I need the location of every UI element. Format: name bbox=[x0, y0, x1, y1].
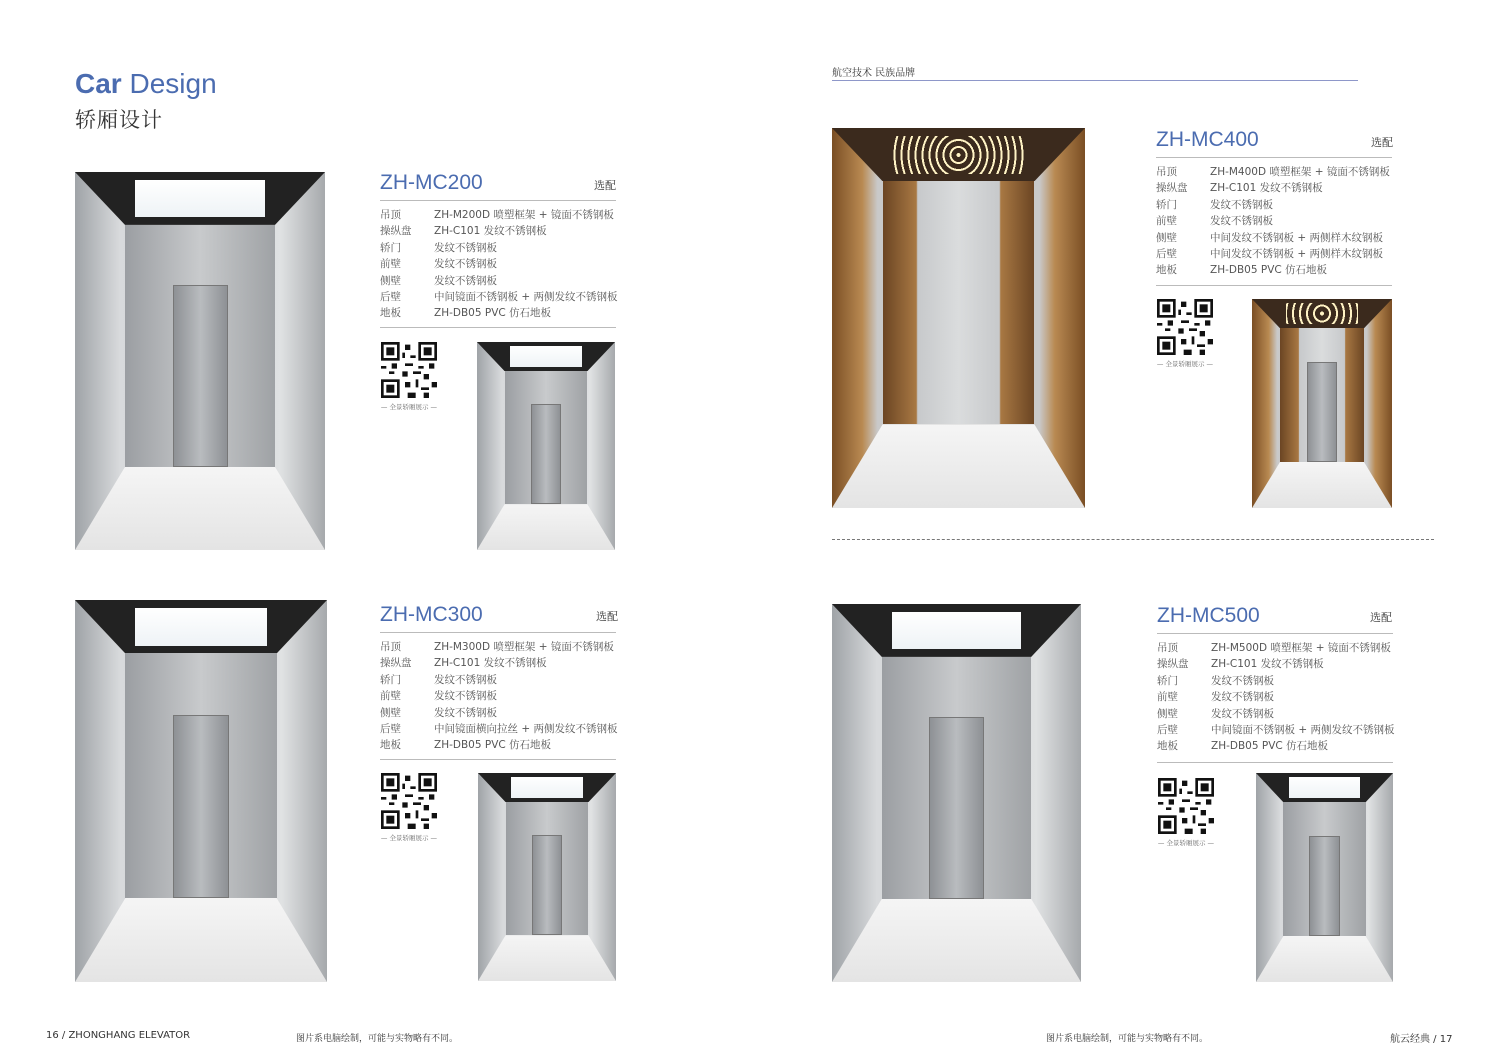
qr-code-icon[interactable] bbox=[1158, 778, 1214, 834]
spec-list-mc300: 吊顶 ZH-M300D 喷塑框架 + 镜面不锈钢板 操纵盘 ZH-C101 发纹不锈钢板 轿门 发纹不锈钢板 前壁 发纹不锈钢板 侧壁 发纹不锈钢板 后壁 中间镜面横向拉丝 + 两侧发纹不锈钢板 地板 ZH-DB05 PVC 仿石地板 bbox=[380, 641, 618, 752]
model-title-mc500: ZH-MC500 bbox=[1157, 604, 1260, 627]
car-image-mc200-main bbox=[75, 172, 325, 550]
tagline-rule bbox=[832, 80, 1358, 81]
divider bbox=[1157, 633, 1393, 634]
footer-page-left: 16 / ZHONGHANG ELEVATOR bbox=[46, 1030, 191, 1041]
qr-code-icon[interactable] bbox=[381, 773, 437, 829]
page-title-en: Car Design bbox=[75, 68, 217, 99]
spec-list-mc500: 吊顶 ZH-M500D 喷塑框架 + 镜面不锈钢板 操纵盘 ZH-C101 发纹不锈钢板 轿门 发纹不锈钢板 前壁 发纹不锈钢板 侧壁 发纹不锈钢板 后壁 中间镜面不锈钢板 + 两侧发纹不锈钢板 地板 ZH-DB05 PVC 仿石地板 bbox=[1157, 642, 1395, 753]
qr-caption: — 全景轿厢展示 — bbox=[1156, 360, 1214, 368]
model-title-mc400: ZH-MC400 bbox=[1156, 128, 1259, 151]
car-image-mc400-main bbox=[832, 128, 1085, 508]
car-image-mc300-alt bbox=[478, 773, 616, 981]
car-image-mc300-main bbox=[75, 600, 327, 982]
divider bbox=[1156, 285, 1392, 286]
option-label: 选配 bbox=[596, 610, 618, 623]
qr-caption: — 全景轿厢展示 — bbox=[1157, 839, 1215, 847]
divider bbox=[1157, 762, 1393, 763]
car-image-mc200-alt bbox=[477, 342, 615, 550]
model-title-mc300: ZH-MC300 bbox=[380, 603, 483, 626]
spec-list-mc400: 吊顶 ZH-M400D 喷塑框架 + 镜面不锈钢板 操纵盘 ZH-C101 发纹不锈钢板 轿门 发纹不锈钢板 前壁 发纹不锈钢板 侧壁 中间发纹不锈钢板 + 两侧样木纹钢板 后壁 中间发纹不锈钢板 + 两侧样木纹钢板 地板 ZH-DB05 PVC 仿石地板 bbox=[1156, 166, 1390, 277]
footer-disclaimer-right: 图片系电脑绘制，可能与实物略有不同。 bbox=[1046, 1034, 1209, 1044]
divider bbox=[380, 200, 616, 201]
car-image-mc500-alt bbox=[1256, 773, 1393, 982]
qr-code-icon[interactable] bbox=[381, 342, 437, 398]
option-label: 选配 bbox=[1370, 611, 1392, 624]
option-label: 选配 bbox=[1371, 136, 1393, 149]
model-title-mc200: ZH-MC200 bbox=[380, 171, 483, 194]
divider bbox=[380, 327, 616, 328]
qr-code-icon[interactable] bbox=[1157, 299, 1213, 355]
qr-caption: — 全景轿厢展示 — bbox=[380, 403, 438, 411]
footer-disclaimer-left: 图片系电脑绘制，可能与实物略有不同。 bbox=[296, 1034, 459, 1044]
divider bbox=[380, 632, 616, 633]
option-label: 选配 bbox=[594, 179, 616, 192]
section-divider bbox=[832, 539, 1434, 540]
car-image-mc500-main bbox=[832, 604, 1081, 982]
spec-list-mc200: 吊顶 ZH-M200D 喷塑框架 + 镜面不锈钢板 操纵盘 ZH-C101 发纹不锈钢板 轿门 发纹不锈钢板 前壁 发纹不锈钢板 侧壁 发纹不锈钢板 后壁 中间镜面不锈钢板 + 两侧发纹不锈钢板 地板 ZH-DB05 PVC 仿石地板 bbox=[380, 209, 618, 320]
car-image-mc400-alt bbox=[1252, 299, 1392, 508]
divider bbox=[1156, 157, 1392, 158]
tagline: 航空技术 民族品牌 bbox=[832, 68, 916, 79]
footer-page-right: 航云经典 / 17 bbox=[1390, 1034, 1453, 1045]
qr-caption: — 全景轿厢展示 — bbox=[380, 834, 438, 842]
page-title-cn: 轿厢设计 bbox=[75, 108, 163, 132]
divider bbox=[380, 759, 616, 760]
